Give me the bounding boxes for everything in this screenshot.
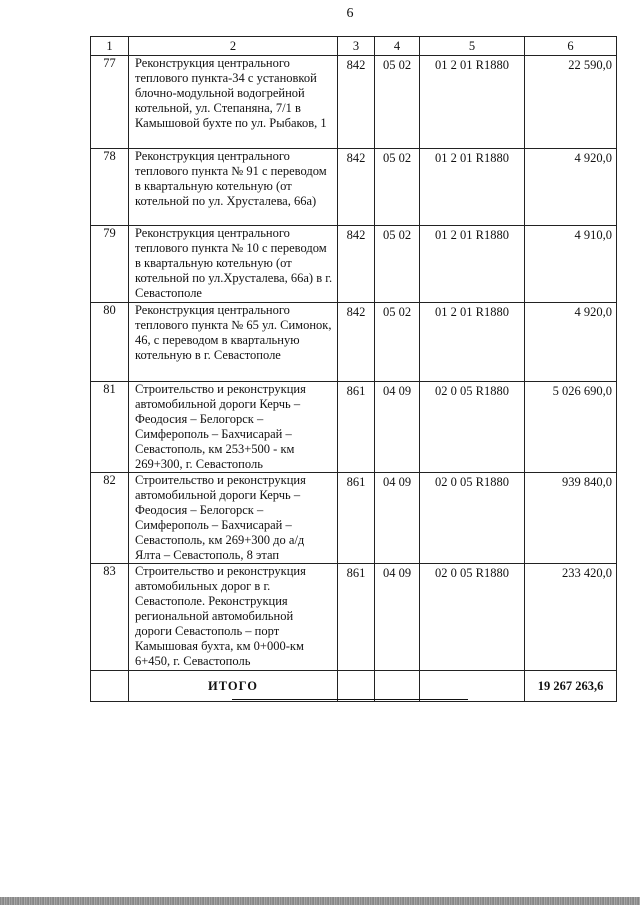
budget-table — [90, 36, 617, 702]
table-row — [91, 564, 617, 671]
closing-rule — [232, 699, 468, 700]
empty-cell — [420, 671, 525, 702]
target-article-code: 01 2 01 R1880 — [420, 56, 525, 149]
ministry-code: 842 — [338, 56, 375, 149]
section-code: 05 02 — [375, 149, 420, 226]
total-label: ИТОГО — [129, 671, 338, 702]
target-article-code: 01 2 01 R1880 — [420, 226, 525, 303]
scan-edge-artifact — [0, 897, 640, 905]
row-name: Реконструкция центрального теплового пункта № 65 ул. Симонок, 46, с переводом в квартальную котельную в г. Севастополе — [129, 303, 338, 382]
row-number: 83 — [91, 564, 129, 671]
table-row — [91, 382, 617, 473]
table-header-row — [91, 37, 617, 56]
column-header: 5 — [420, 37, 525, 56]
empty-cell — [91, 671, 129, 702]
column-header: 3 — [338, 37, 375, 56]
section-code: 04 09 — [375, 473, 420, 564]
amount: 939 840,0 — [525, 473, 617, 564]
row-name: Строительство и реконструкция автомобильной дороги Керчь – Феодосия – Белогорск – Симферополь – Бахчисарай – Севастополь, км 269+300 до а/д Ялта – Севастополь, 8 этап — [129, 473, 338, 564]
amount: 4 920,0 — [525, 149, 617, 226]
target-article-code: 01 2 01 R1880 — [420, 303, 525, 382]
row-number: 82 — [91, 473, 129, 564]
total-amount: 19 267 263,6 — [525, 671, 617, 702]
section-code: 05 02 — [375, 56, 420, 149]
section-code: 05 02 — [375, 303, 420, 382]
ministry-code: 861 — [338, 564, 375, 671]
table-row — [91, 56, 617, 149]
total-row — [91, 671, 617, 702]
row-name: Реконструкция центрального теплового пункта № 91 с переводом в квартальную котельную (от котельной по ул. Хрусталева, 66а) — [129, 149, 338, 226]
amount: 5 026 690,0 — [525, 382, 617, 473]
row-number: 77 — [91, 56, 129, 149]
empty-cell — [338, 671, 375, 702]
target-article-code: 02 0 05 R1880 — [420, 382, 525, 473]
target-article-code: 02 0 05 R1880 — [420, 564, 525, 671]
row-number: 81 — [91, 382, 129, 473]
row-number: 79 — [91, 226, 129, 303]
table-row — [91, 473, 617, 564]
section-code: 05 02 — [375, 226, 420, 303]
row-name: Реконструкция центрального теплового пункта № 10 с переводом в квартальную котельную (от котельной по ул.Хрусталева, 66а) в г. Севастополе — [129, 226, 338, 303]
page-number: 6 — [346, 6, 354, 21]
column-header: 1 — [91, 37, 129, 56]
ministry-code: 842 — [338, 303, 375, 382]
section-code: 04 09 — [375, 382, 420, 473]
empty-cell — [375, 671, 420, 702]
ministry-code: 842 — [338, 226, 375, 303]
table-row — [91, 149, 617, 226]
amount: 4 910,0 — [525, 226, 617, 303]
column-header: 4 — [375, 37, 420, 56]
target-article-code: 02 0 05 R1880 — [420, 473, 525, 564]
amount: 4 920,0 — [525, 303, 617, 382]
table-row — [91, 303, 617, 382]
row-number: 80 — [91, 303, 129, 382]
amount: 233 420,0 — [525, 564, 617, 671]
ministry-code: 861 — [338, 473, 375, 564]
row-name: Строительство и реконструкция автомобильных дорог в г. Севастополе. Реконструкция региональной автомобильной дороги Севастополь – порт Камышовая бухта, км 0+000-км 6+450, г. Севастополь — [129, 564, 338, 671]
amount: 22 590,0 — [525, 56, 617, 149]
ministry-code: 861 — [338, 382, 375, 473]
row-name: Строительство и реконструкция автомобильной дороги Керчь – Феодосия – Белогорск – Симферополь – Бахчисарай – Севастополь, км 253+500 - км 269+300, г. Севастополь — [129, 382, 338, 473]
column-header: 6 — [525, 37, 617, 56]
target-article-code: 01 2 01 R1880 — [420, 149, 525, 226]
row-name: Реконструкция центрального теплового пункта-34 с установкой блочно-модульной водогрейной котельной, ул. Степаняна, 7/1 в Камышовой бухте по ул. Рыбаков, 1 — [129, 56, 338, 149]
row-number: 78 — [91, 149, 129, 226]
column-header: 2 — [129, 37, 338, 56]
table-row — [91, 226, 617, 303]
section-code: 04 09 — [375, 564, 420, 671]
ministry-code: 842 — [338, 149, 375, 226]
